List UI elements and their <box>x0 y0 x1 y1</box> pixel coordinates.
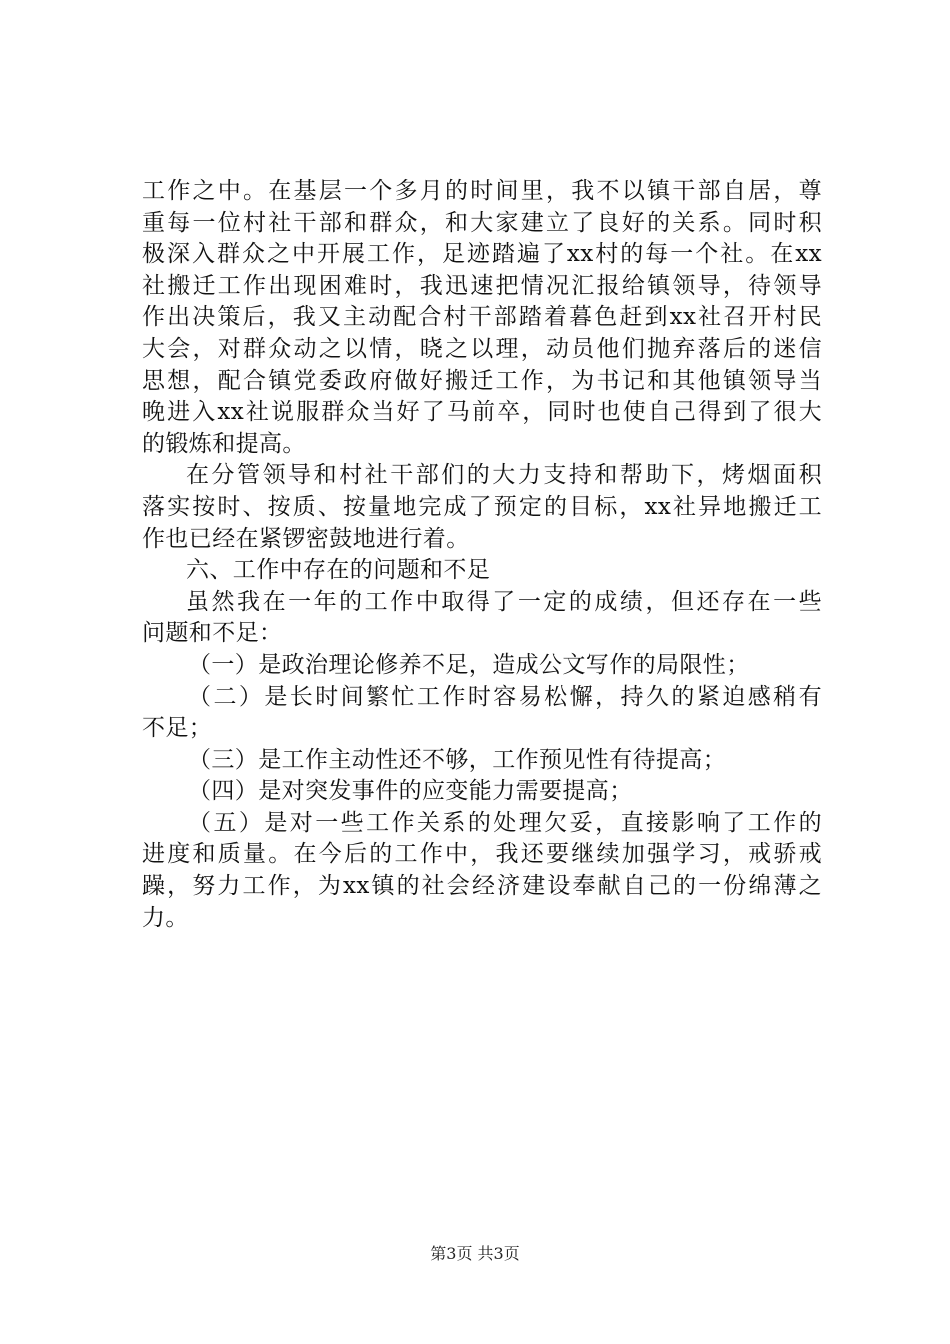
text-line: 作出决策后，我又主动配合村干部踏着暮色赶到xx社召开村民 <box>142 304 822 331</box>
text-line: （二）是长时间繁忙工作时容易松懈，持久的紧迫感稍有 <box>188 683 822 710</box>
text-line: 重每一位村社干部和群众，和大家建立了良好的关系。同时积 <box>142 209 822 236</box>
text-line: 力。 <box>142 904 189 931</box>
text-line: 工作之中。在基层一个多月的时间里，我不以镇干部自居，尊 <box>142 178 822 204</box>
page-footer: 第3页 共3页 <box>430 1244 520 1263</box>
text-line: 虽然我在一年的工作中取得了一定的成绩，但还存在一些 <box>186 588 822 615</box>
text-line: 的锻炼和提高。 <box>142 430 306 457</box>
text-line: （五）是对一些工作关系的处理欠妥，直接影响了工作的 <box>188 809 822 836</box>
text-line: 躁，努力工作，为xx镇的社会经济建设奉献自己的一份绵薄之 <box>142 873 822 900</box>
text-line: 极深入群众之中开展工作，足迹踏遍了xx村的每一个社。在xx <box>142 241 822 268</box>
text-line: （一）是政治理论修养不足，造成公文写作的局限性； <box>188 651 750 678</box>
text-line: 落实按时、按质、按量地完成了预定的目标，xx社异地搬迁工 <box>142 493 822 520</box>
text-line: 思想，配合镇党委政府做好搬迁工作，为书记和其他镇领导当 <box>142 367 822 394</box>
text-line: 大会，对群众动之以情，晓之以理，动员他们抛弃落后的迷信 <box>142 335 822 362</box>
document-body <box>142 176 822 934</box>
text-line: 六、工作中存在的问题和不足 <box>186 557 491 584</box>
text-line: （四）是对突发事件的应变能力需要提高； <box>188 778 633 805</box>
text-line: 进度和质量。在今后的工作中，我还要继续加强学习，戒骄戒 <box>142 841 822 868</box>
text-line: 在分管领导和村社干部们的大力支持和帮助下，烤烟面积 <box>186 462 822 489</box>
text-line: 不足； <box>142 715 213 742</box>
text-line: （三）是工作主动性还不够，工作预见性有待提高； <box>188 746 727 773</box>
text-line: 问题和不足： <box>142 620 283 647</box>
text-line: 晚进入xx社说服群众当好了马前卒，同时也使自己得到了很大 <box>142 399 822 426</box>
text-line: 社搬迁工作出现困难时，我迅速把情况汇报给镇领导，待领导 <box>142 272 822 299</box>
text-line: 作也已经在紧锣密鼓地进行着。 <box>142 525 470 552</box>
